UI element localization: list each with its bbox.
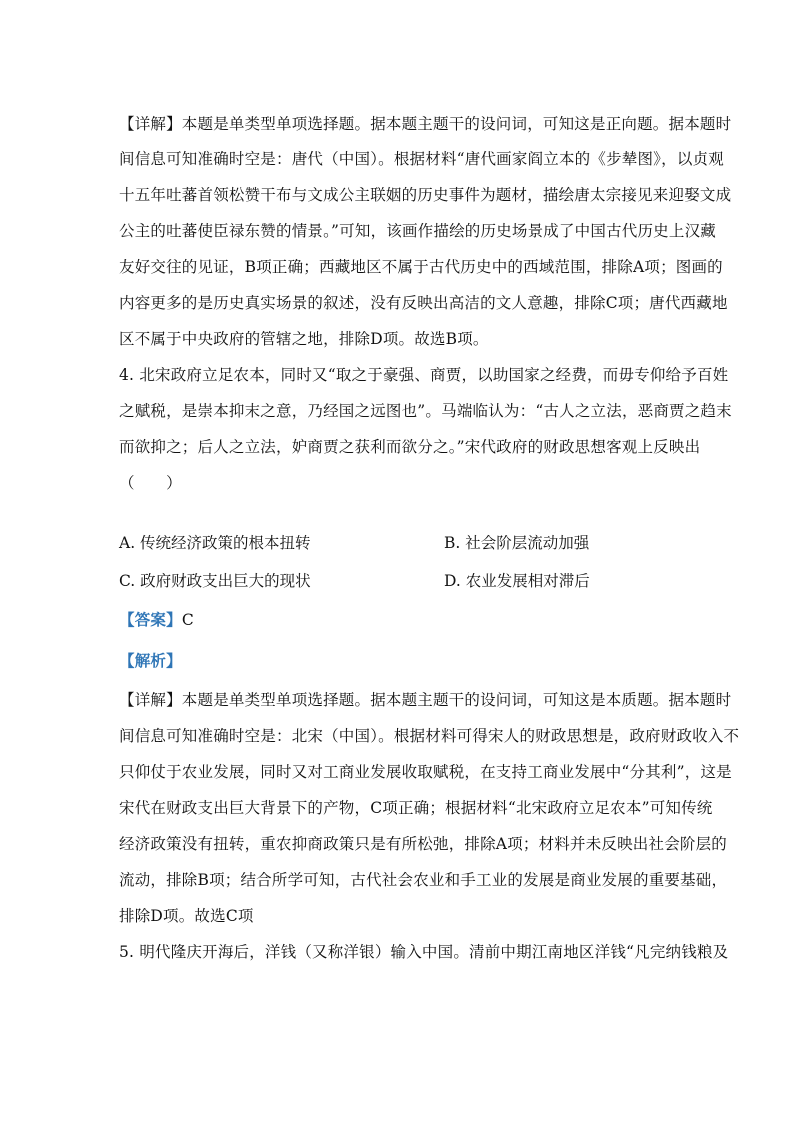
- question-stem-line: 而欲抑之；后人之立法，妒商贾之获利而欲分之。”宋代政府的财政思想客观上反映出: [119, 438, 701, 456]
- text-line: 间信息可知准确时空是：北宋（中国）。根据材料可得宋人的财政思想是，政府财政收入不: [119, 727, 740, 745]
- text-line: 公主的吐蕃使臣禄东赞的情景。”可知，该画作描绘的历史场景成了中国古代历史上汉藏: [119, 222, 716, 240]
- text-line: 友好交往的见证，B项正确；西藏地区不属于古代历史中的西域范围，排除A项；图画的: [119, 258, 723, 276]
- option-b: B. 社会阶层流动加强: [444, 534, 590, 552]
- text-line: 经济政策没有扭转，重农抑商政策只是有所松弛，排除A项；材料并未反映出社会阶层的: [119, 835, 727, 853]
- text-line: 【详解】本题是单类型单项选择题。据本题主题干的设问词，可知这是本质题。据本题时: [119, 691, 732, 709]
- text-line: 排除D项。故选C项: [119, 907, 254, 925]
- answer-label: 【答案】: [119, 610, 182, 629]
- text-line: 十五年吐蕃首领松赞干布与文成公主联姻的历史事件为题材，描绘唐太宗接见来迎娶文成: [119, 186, 732, 204]
- analysis-line: [119, 651, 182, 671]
- text-line: 只仰仗于农业发展，同时又对工商业发展收取赋税，在支持工商业发展中“分其利”，这是: [119, 763, 732, 781]
- text-line: 内容更多的是历史真实场景的叙述，没有反映出高洁的文人意趣，排除C项；唐代西藏地: [119, 294, 728, 312]
- option-d: D. 农业发展相对滞后: [444, 572, 590, 590]
- answer-blank: （ ）: [119, 474, 182, 492]
- question-stem-line: 5. 明代隆庆开海后，洋钱（又称洋银）输入中国。清前中期江南地区洋钱“凡完纳钱粮及: [119, 943, 729, 961]
- answer-value: C: [181, 611, 194, 629]
- text-line: 流动，排除B项；结合所学可知，古代社会农业和手工业的发展是商业发展的重要基础，: [119, 871, 728, 889]
- text-line: 间信息可知准确时空是：唐代（中国）。根据材料“唐代画家阎立本的《步辇图》，以贞观: [119, 150, 724, 168]
- option-a: A. 传统经济政策的根本扭转: [119, 534, 311, 552]
- answer-line: [119, 610, 194, 630]
- text-line: 区不属于中央政府的管辖之地，排除D项。故选B项。: [119, 330, 489, 348]
- question-stem-line: 之赋税，是崇本抑末之意，乃经国之远图也”。马端临认为：“古人之立法，恶商贾之趋末: [119, 402, 732, 420]
- option-c: C. 政府财政支出巨大的现状: [119, 572, 311, 590]
- analysis-label: 【解析】: [119, 651, 182, 670]
- text-line: 宋代在财政支出巨大背景下的产物，C项正确；根据材料“北宋政府立足农本”可知传统: [119, 799, 713, 817]
- question-stem-line: 4. 北宋政府立足农本，同时又“取之于豪强、商贾，以助国家之经费，而毋专仰给予百姓: [119, 366, 729, 384]
- text-line: 【详解】本题是单类型单项选择题。据本题主题干的设问词，可知这是正向题。据本题时: [119, 115, 732, 133]
